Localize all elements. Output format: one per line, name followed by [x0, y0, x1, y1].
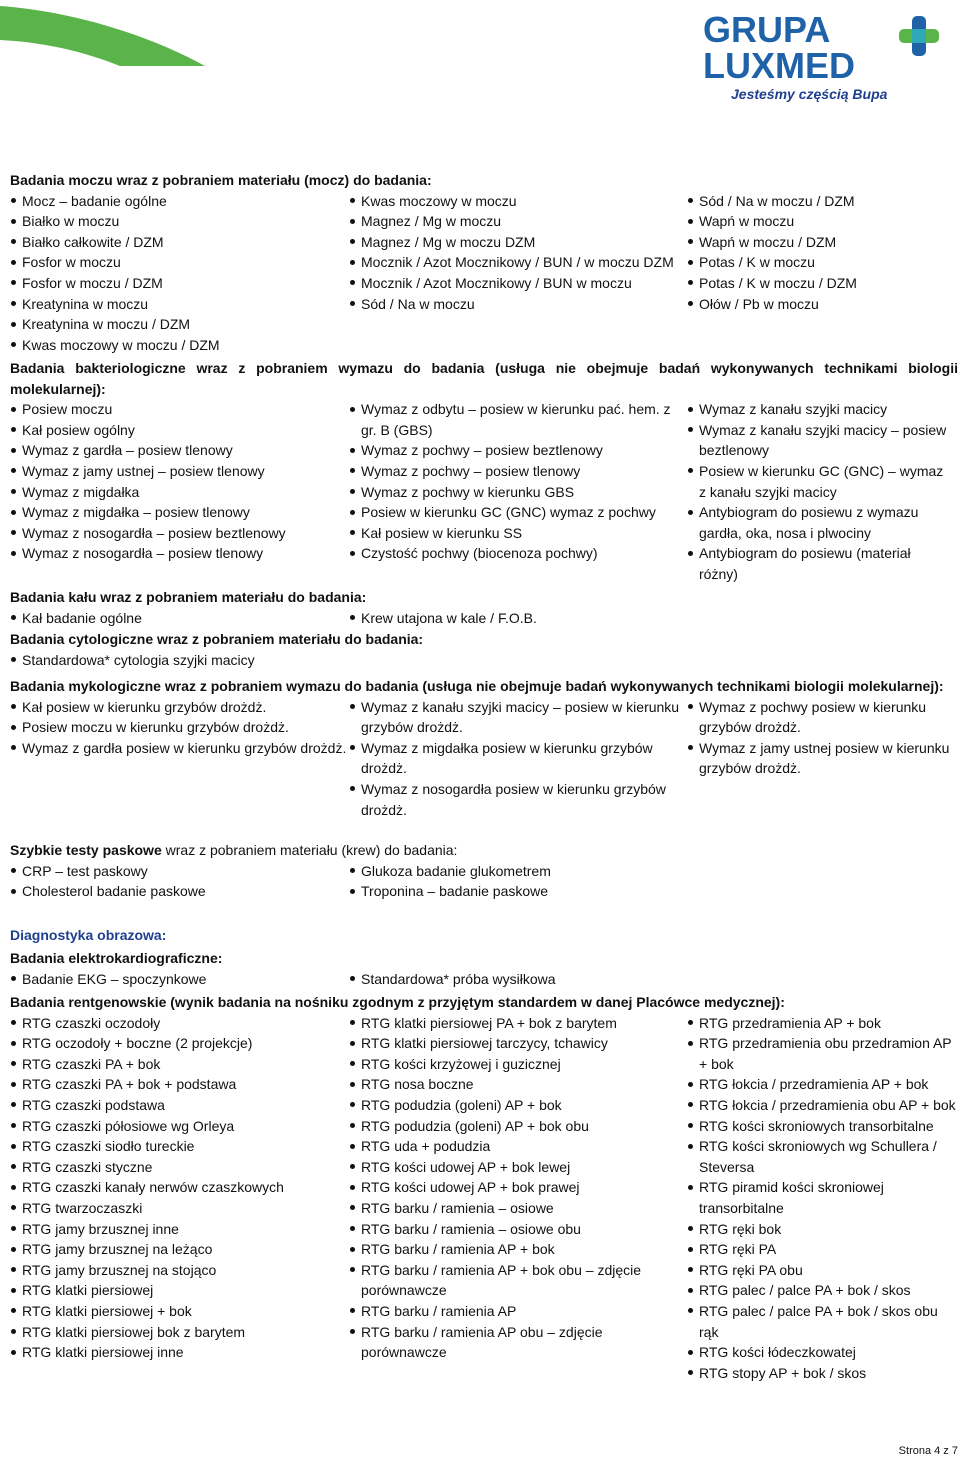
section-header: Badania cytologiczne wraz z pobraniem materiału do badania:	[10, 631, 424, 647]
list-item: Antybiogram do posiewu z wymazu gardła, oka, nosa i plwociny	[687, 502, 949, 543]
list-item: Potas / K w moczu	[687, 252, 958, 273]
list-item: RTG stopy AP + bok / skos	[687, 1363, 958, 1384]
list-item: RTG klatki piersiowej tarczycy, tchawicy	[349, 1033, 687, 1054]
list-item: Glukoza badanie glukometrem	[349, 861, 687, 882]
list-item: RTG klatki piersiowej inne	[10, 1342, 349, 1363]
list-item: RTG ręki PA obu	[687, 1260, 958, 1281]
list-item: RTG kości krzyżowej i guzicznej	[349, 1054, 687, 1075]
list-item: Kał badanie ogólne	[10, 608, 349, 629]
header-rest: wraz z pobraniem materiału (krew) do badania:	[161, 842, 458, 858]
list-item: Magnez / Mg w moczu	[349, 211, 687, 232]
list-item: RTG klatki piersiowej bok z barytem	[10, 1322, 349, 1343]
list-col1	[10, 969, 349, 990]
list-item: RTG piramid kości skroniowej transorbitalne	[687, 1177, 958, 1218]
list-item: Wymaz z odbytu – posiew w kierunku pać. hem. z gr. B (GBS)	[349, 399, 687, 440]
list-item: Kał posiew w kierunku grzybów drożdż.	[10, 697, 349, 718]
list-item: Kreatynina w moczu / DZM	[10, 314, 349, 335]
list-item: RTG kości skroniowych transorbitalne	[687, 1116, 958, 1137]
list-col3	[687, 697, 958, 821]
list-item: RTG podudzia (goleni) AP + bok	[349, 1095, 687, 1116]
list-col1	[10, 1013, 349, 1384]
list-item: Posiew moczu	[10, 399, 349, 420]
list-item: RTG czaszki PA + bok	[10, 1054, 349, 1075]
list-item: Kwas moczowy w moczu / DZM	[10, 335, 349, 356]
list-item: Cholesterol badanie paskowe	[10, 881, 349, 902]
list-item: RTG jamy brzusznej inne	[10, 1219, 349, 1240]
list-item: Sód / Na w moczu / DZM	[687, 191, 958, 212]
list-item: RTG czaszki podstawa	[10, 1095, 349, 1116]
list-item: Wymaz z migdałka	[10, 482, 349, 503]
list-col3	[687, 399, 949, 584]
list-item: RTG kości łódeczkowatej	[687, 1342, 958, 1363]
section-paskowe	[10, 840, 958, 902]
list-item: RTG kości skroniowych wg Schullera / Steversa	[687, 1136, 958, 1177]
logo-tagline: Jesteśmy częścią Bupa	[731, 86, 888, 102]
list-item: Kał posiew w kierunku SS	[349, 523, 687, 544]
header-bold: Szybkie testy paskowe	[10, 842, 162, 858]
section-bakteriologiczne	[10, 358, 958, 585]
list-col2	[349, 969, 687, 990]
list-item: Wymaz z pochwy – posiew tlenowy	[349, 461, 687, 482]
section-header: Badania moczu wraz z pobraniem materiału (mocz) do badania:	[10, 172, 432, 188]
list-item: Kał posiew ogólny	[10, 420, 349, 441]
list-item: RTG barku / ramienia – osiowe	[349, 1198, 687, 1219]
list-col2	[349, 191, 687, 356]
list-item: RTG czaszki półosiowe wg Orleya	[10, 1116, 349, 1137]
list-col3	[687, 1013, 958, 1384]
list-item: RTG jamy brzusznej na stojąco	[10, 1260, 349, 1281]
list-item: RTG uda + podudzia	[349, 1136, 687, 1157]
list-item: RTG klatki piersiowej	[10, 1280, 349, 1301]
list-item: Troponina – badanie paskowe	[349, 881, 687, 902]
list-item: Wymaz z nosogardła – posiew beztlenowy	[10, 523, 349, 544]
logo-graphic	[691, 6, 956, 102]
list-item: RTG kości udowej AP + bok lewej	[349, 1157, 687, 1178]
list-item: RTG czaszki oczodoły	[10, 1013, 349, 1034]
list-item: Posiew w kierunku GC (GNC) – wymaz z kanału szyjki macicy	[687, 461, 949, 502]
list-item: RTG barku / ramienia AP + bok	[349, 1239, 687, 1260]
list-item: RTG ręki PA	[687, 1239, 958, 1260]
list-item: RTG czaszki styczne	[10, 1157, 349, 1178]
list-item: CRP – test paskowy	[10, 861, 349, 882]
list-item: Potas / K w moczu / DZM	[687, 273, 958, 294]
section-cytologiczne	[10, 629, 958, 670]
list-item: Standardowa* próba wysiłkowa	[349, 969, 687, 990]
list-item: Czystość pochwy (biocenoza pochwy)	[349, 543, 687, 564]
list-item: Wymaz z gardła – posiew tlenowy	[10, 440, 349, 461]
list-item: Krew utajona w kale / F.O.B.	[349, 608, 687, 629]
list-item: Posiew w kierunku GC (GNC) wymaz z pochwy	[349, 502, 687, 523]
list-col2	[349, 861, 687, 902]
list-item: Badanie EKG – spoczynkowe	[10, 969, 349, 990]
list-item: RTG barku / ramienia AP + bok obu – zdjęcie porównawcze	[349, 1260, 687, 1301]
section-mykologiczne	[10, 676, 958, 820]
list-item: RTG klatki piersiowej PA + bok z barytem	[349, 1013, 687, 1034]
section-header: Badania kału wraz z pobraniem materiału do badania:	[10, 589, 367, 605]
section-kal	[10, 587, 958, 628]
list-item: Fosfor w moczu / DZM	[10, 273, 349, 294]
logo-line1: GRUPA	[703, 9, 831, 50]
list-col1	[10, 697, 349, 821]
list-item: RTG barku / ramienia AP	[349, 1301, 687, 1322]
list-item: Mocz – badanie ogólne	[10, 191, 349, 212]
list-item: RTG kości udowej AP + bok prawej	[349, 1177, 687, 1198]
list-item: RTG nosa boczne	[349, 1074, 687, 1095]
list-item: Wymaz z nosogardła posiew w kierunku grzybów drożdż.	[349, 779, 687, 820]
list-col2	[349, 399, 687, 584]
list-item: Białko w moczu	[10, 211, 349, 232]
section-ekg	[10, 948, 958, 989]
list-item: RTG klatki piersiowej + bok	[10, 1301, 349, 1322]
page-number: Strona 4 z 7	[898, 1445, 958, 1458]
list-item: Ołów / Pb w moczu	[687, 294, 958, 315]
list-item: Wymaz z jamy ustnej posiew w kierunku grzybów drożdż.	[687, 738, 958, 779]
section-rtg	[10, 992, 958, 1383]
list-item: Wymaz z jamy ustnej – posiew tlenowy	[10, 461, 349, 482]
list-item: Mocznik / Azot Mocznikowy / BUN / w moczu DZM	[349, 252, 687, 273]
list-item: RTG palec / palce PA + bok / skos obu rąk	[687, 1301, 958, 1342]
list-col3	[687, 191, 958, 356]
list-item: Antybiogram do posiewu (materiał różny)	[687, 543, 949, 584]
list-item: Wymaz z migdałka – posiew tlenowy	[10, 502, 349, 523]
list-item: Standardowa* cytologia szyjki macicy	[10, 650, 958, 671]
section-header: Badania mykologiczne wraz z pobraniem wymazu do badania (usługa nie obejmuje badań wykonywanych technikami biologii molekularnej):	[10, 678, 944, 694]
list-col2	[349, 1013, 687, 1384]
list-col2	[349, 697, 687, 821]
list-item: RTG barku / ramienia – osiowe obu	[349, 1219, 687, 1240]
list-item: RTG twarzoczaszki	[10, 1198, 349, 1219]
logo-decoration	[0, 0, 215, 70]
list-item: RTG podudzia (goleni) AP + bok obu	[349, 1116, 687, 1137]
section-header: Badania elektrokardiograficzne:	[10, 950, 223, 966]
list-item: Wymaz z kanału szyjki macicy – posiew beztlenowy	[687, 420, 949, 461]
list-item: Wymaz z kanału szyjki macicy	[687, 399, 949, 420]
list-item: Wymaz z migdałka posiew w kierunku grzybów drożdż.	[349, 738, 687, 779]
list-item: Wapń w moczu	[687, 211, 958, 232]
list-item: RTG czaszki PA + bok + podstawa	[10, 1074, 349, 1095]
list-item: Mocznik / Azot Mocznikowy / BUN w moczu	[349, 273, 687, 294]
list-item: RTG czaszki kanały nerwów czaszkowych	[10, 1177, 349, 1198]
list-item: Kwas moczowy w moczu	[349, 191, 687, 212]
list-col1	[10, 399, 349, 584]
list-col1	[10, 608, 349, 629]
list-item: RTG przedramienia obu przedramion AP + bok	[687, 1033, 958, 1074]
cross-icon	[899, 16, 939, 56]
logo-line2: LUXMED	[703, 45, 855, 86]
section-header: Badania bakteriologiczne wraz z pobraniem wymazu do badania (usługa nie obejmuje badań wykonywanych technikami biologii molekularnej):	[10, 360, 958, 397]
list-item: Wymaz z nosogardła – posiew tlenowy	[10, 543, 349, 564]
list-item: RTG oczodoły + boczne (2 projekcje)	[10, 1033, 349, 1054]
grupa-luxmed-logo	[691, 6, 956, 102]
list-item: Fosfor w moczu	[10, 252, 349, 273]
list-col1	[10, 861, 349, 902]
list-item: Wymaz z kanału szyjki macicy – posiew w kierunku grzybów drożdż.	[349, 697, 687, 738]
list-item: RTG przedramienia AP + bok	[687, 1013, 958, 1034]
list-item: RTG łokcia / przedramienia obu AP + bok	[687, 1095, 958, 1116]
list-item: Wymaz z pochwy – posiew beztlenowy	[349, 440, 687, 461]
list-item: Kreatynina w moczu	[10, 294, 349, 315]
list-item: RTG palec / palce PA + bok / skos	[687, 1280, 958, 1301]
section-mocz	[10, 170, 958, 355]
list-item: RTG jamy brzusznej na leżąco	[10, 1239, 349, 1260]
list-col2	[349, 608, 687, 629]
list-item: RTG barku / ramienia AP obu – zdjęcie porównawcze	[349, 1322, 687, 1363]
section-title: Diagnostyka obrazowa:	[10, 927, 167, 943]
section-diagnostyka	[10, 925, 958, 946]
list-col1	[10, 191, 349, 356]
section-header: Badania rentgenowskie (wynik badania na nośniku zgodnym z przyjętym standardem w danej Placówce medycznej):	[10, 994, 785, 1010]
list-item: Wymaz z gardła posiew w kierunku grzybów drożdż.	[10, 738, 349, 759]
list-item: RTG czaszki siodło tureckie	[10, 1136, 349, 1157]
list-item: Magnez / Mg w moczu DZM	[349, 232, 687, 253]
list-item: Wapń w moczu / DZM	[687, 232, 958, 253]
list-item: Białko całkowite / DZM	[10, 232, 349, 253]
list-item: Sód / Na w moczu	[349, 294, 687, 315]
list-item: Posiew moczu w kierunku grzybów drożdż.	[10, 717, 349, 738]
section-header	[10, 840, 958, 861]
list-item: RTG ręki bok	[687, 1219, 958, 1240]
list-col1	[10, 650, 958, 671]
list-item: RTG łokcia / przedramienia AP + bok	[687, 1074, 958, 1095]
list-item: Wymaz z pochwy posiew w kierunku grzybów drożdż.	[687, 697, 958, 738]
list-item: Wymaz z pochwy w kierunku GBS	[349, 482, 687, 503]
